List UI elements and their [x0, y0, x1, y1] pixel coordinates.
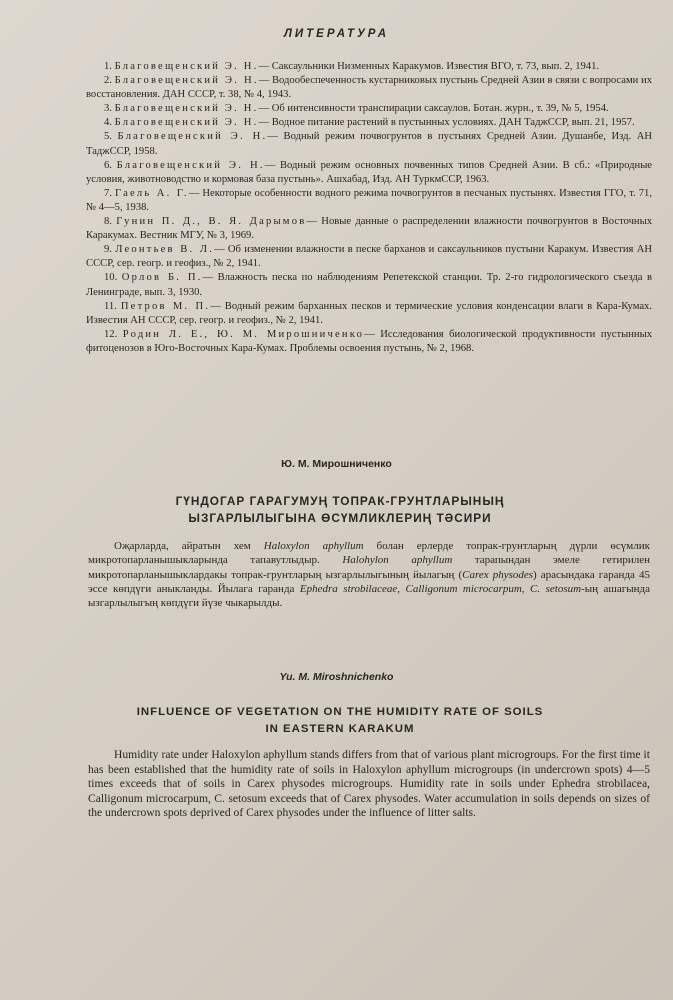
- reference-text: — Влажность песка по наблюдениям Репетекской станции. Тр. 2-го гидрологического съезда в Ленинграде, вып. 3, 1930.: [86, 272, 652, 298]
- reference-text: — Об интенсивности транспирации саксаулов. Ботан. журн., т. 39, № 5, 1954.: [258, 103, 609, 115]
- reference-text: — Водное питание растений в пустынных условиях. ДАН ТаджССР, вып. 21, 1957.: [258, 117, 635, 129]
- reference-number: 4.: [104, 117, 115, 129]
- reference-text: — Новые данные о распределении влажности почвогрунтов в Восточных Каракумах. Вестник МГУ, № 3, 1969.: [86, 216, 652, 242]
- reference-text: — Саксаульники Низменных Каракумов. Известия ВГО, т. 73, вып. 2, 1941.: [258, 61, 600, 72]
- reference-item: [86, 60, 652, 74]
- reference-author: Благовещенский Э. Н.: [114, 61, 259, 72]
- reference-item: [86, 116, 652, 130]
- abstract-segment: тарапындан эмеле гетирилен микротопарланышыклардакы топрак-грунтларың ызгарлылыгының йылагың (: [88, 554, 650, 581]
- species-name: Halohylon aphyllum: [342, 554, 453, 567]
- reference-text: — Водный режим основных почвенных типов Средней Азии. В сб.: «Природные условия, животноводство и кормовая база пустынь». Ашхабад, Изд. АН ТуркмССР, 1963.: [86, 159, 653, 185]
- reference-author: Гунин П. Д., В. Я. Дарымов: [116, 216, 307, 228]
- reference-item: [86, 328, 652, 356]
- reference-item: [86, 271, 652, 299]
- reference-number: 8.: [104, 216, 117, 228]
- species-name: Haloxylon aphyllum: [263, 540, 364, 552]
- abstract-segment: болан ерлерде топрак-грунтларың дүрли өсүмлик микротопарланышыкларында тапавутлыдыр.: [88, 540, 650, 567]
- turkmen-abstract: [88, 539, 650, 610]
- english-abstract: [88, 748, 650, 821]
- english-abstract-text: Humidity rate under Haloxylon aphyllum stands differs from that of various plant microgroups. For the first time it has been established that the humidity rate of soils in Haloxylon aphyllum microgroups (in undercrown spots) 4—5 times exceeds that of soils in Carex physodes microgroups. Humidity rate in soils under Ephedra strobilacea, Calligonum microcarpum, C. setosum exceeds that of Carex physodes. Water accumulation in soils depends on sizes of the undercrown spots deprived of Carex physodes under the influence of litter salts.: [88, 748, 650, 820]
- literature-heading: ЛИТЕРАТУРА: [283, 28, 390, 40]
- turkmen-author: Ю. М. Мирошниченко: [281, 458, 392, 470]
- reference-number: 10.: [104, 272, 122, 284]
- abstract-segment: -ың ашагында ызгарлылыгың көпдүги йүзе чыкарылды.: [88, 582, 650, 610]
- reference-list: [86, 60, 652, 356]
- reference-number: 5.: [104, 131, 118, 143]
- turkmen-title-line-2: ЫЗГАРЛЫЛЫГЫНА ӨСҮМЛИКЛЕРИҢ ТӘСИРИ: [188, 511, 492, 525]
- reference-author: Гаель А. Г.: [115, 187, 189, 199]
- turkmen-title-line-1: ГҮНДОГАР ГАРАГУМУҢ ТОПРАК-ГРУНТЛАРЫНЫҢ: [175, 494, 505, 508]
- reference-item: [86, 159, 652, 187]
- species-name: Carex physodes: [462, 568, 534, 581]
- reference-number: 12.: [104, 328, 123, 340]
- reference-item: [86, 74, 652, 102]
- reference-text: — Об изменении влажности в песке барханов и саксаульников пустыни Каракум. Известия АН СССР, сер. геогр. и геофиз., № 2, 1941.: [86, 244, 652, 270]
- reference-item: [86, 300, 652, 328]
- reference-author: Благовещенский Э. Н.: [116, 159, 265, 171]
- reference-text: — Водный режим барханных песков и термические условия конденсации влаги в Кара-Кумах. Известия АН СССР, сер. геогр. и геофиз., № 2, 1941.: [86, 300, 652, 326]
- reference-author: Благовещенский Э. Н.: [114, 117, 259, 129]
- reference-item: [86, 215, 652, 243]
- reference-item: [86, 187, 652, 215]
- reference-text: — Исследования биологической продуктивности пустынных фитоценозов в Юго-Восточных Кара-Кумах. Проблемы освоения пустынь, № 2, 1968.: [86, 328, 652, 354]
- turkmen-title: [60, 493, 620, 527]
- english-title-line-1: INFLUENCE OF VEGETATION ON THE HUMIDITY RATE OF SOILS: [136, 706, 544, 718]
- reference-item: [86, 102, 652, 116]
- reference-number: 7.: [104, 187, 116, 199]
- reference-number: 6.: [104, 159, 117, 171]
- english-title-line-2: IN EASTERN KARAKUM: [265, 723, 415, 735]
- reference-item: [86, 130, 652, 158]
- reference-number: 1.: [104, 61, 115, 72]
- reference-number: 11.: [104, 300, 121, 312]
- reference-text: — Водный режим почвогрунтов в пустынях Средней Азии. Душанбе, Изд. АН ТаджССР, 1958.: [86, 131, 653, 157]
- reference-author: Благовещенский Э. Н.: [117, 131, 268, 143]
- reference-text: — Некоторые особенности водного режима почвогрунтов в песчаных пустынях. Известия ГГО, т. 71, № 4—5, 1938.: [86, 187, 653, 213]
- reference-number: 2.: [104, 75, 115, 87]
- reference-text: — Водообеспеченность кустарниковых пустынь Средней Азии в связи с вопросами их восстановления. ДАН СССР, т. 38, № 4, 1943.: [86, 75, 653, 101]
- english-title: [60, 704, 620, 738]
- abstract-segment: ) арасындака гаранда 45 эссе көпдүги аныкланды. Йылага гаранда: [88, 568, 650, 595]
- species-name: Ephedra strobilaceae, Calligonum microcarpum, C. setosum: [299, 582, 582, 595]
- turkmen-abstract-text: [88, 539, 650, 610]
- reference-author: Благовещенский Э. Н.: [114, 75, 259, 87]
- reference-author: Леонтьев В. Л.: [115, 244, 215, 256]
- reference-author: Благовещенский Э. Н.: [114, 103, 259, 115]
- reference-number: 3.: [104, 103, 115, 115]
- abstract-segment: Оҗарларда, айратын хем: [114, 540, 264, 552]
- reference-number: 9.: [104, 244, 116, 256]
- reference-author: Петров М. П.: [120, 300, 211, 312]
- reference-author: Родин Л. Е., Ю. М. Мирошниченко: [122, 328, 365, 340]
- reference-item: [86, 243, 652, 271]
- reference-author: Орлов Б. П.: [121, 272, 203, 284]
- english-author: Yu. M. Miroshnichenko: [279, 671, 394, 683]
